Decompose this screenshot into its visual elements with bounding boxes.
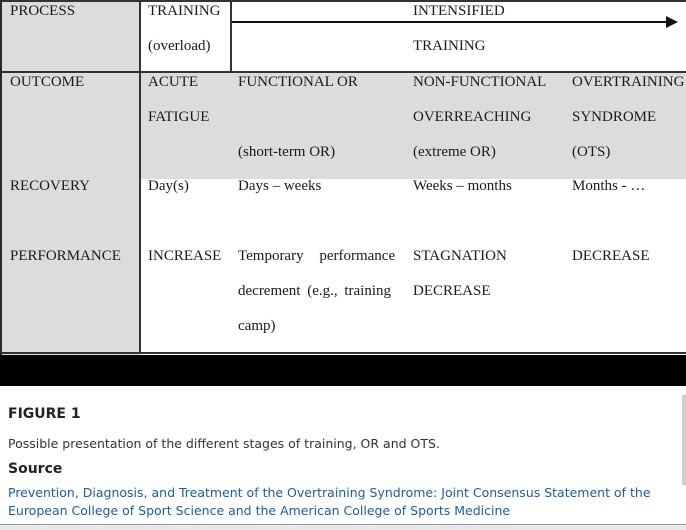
source-label: Source xyxy=(8,461,63,477)
functional-or-line2: (short-term OR) xyxy=(238,144,336,160)
training-cell-right-line xyxy=(230,0,232,72)
nonfunctional-line2: OVERREACHING xyxy=(413,109,532,125)
ots-line1: OVERTRAINING xyxy=(572,74,685,90)
outcome-label: OUTCOME xyxy=(10,74,85,90)
recovery-label: RECOVERY xyxy=(10,178,91,194)
image-bottom-band xyxy=(0,355,686,386)
ots-line2: SYNDROME xyxy=(572,109,657,125)
performance-nonfunctional-line1: STAGNATION xyxy=(413,248,507,264)
performance-functional-line2: decrement (e.g., training xyxy=(238,283,392,299)
column-divider-line xyxy=(139,0,141,354)
nonfunctional-line3: (extreme OR) xyxy=(413,144,496,160)
recovery-nonfunctional: Weeks – months xyxy=(413,178,512,194)
nonfunctional-line1: NON-FUNCTIONAL xyxy=(413,74,547,90)
performance-nonfunctional-line2: DECREASE xyxy=(413,283,491,299)
performance-functional-line3: camp) xyxy=(238,318,276,334)
recovery-ots: Months - … xyxy=(572,178,646,194)
table-top-line xyxy=(2,0,686,2)
left-column-shade xyxy=(2,72,140,355)
figure-label: FIGURE 1 xyxy=(8,406,81,422)
acute-fatigue-line2: FATIGUE xyxy=(148,109,210,125)
performance-ots: DECREASE xyxy=(572,248,650,264)
functional-or-line1: FUNCTIONAL OR xyxy=(238,74,358,90)
ots-line3: (OTS) xyxy=(572,144,611,160)
bottom-divider xyxy=(0,524,686,530)
performance-label: PERFORMANCE xyxy=(10,248,121,264)
intensified-subheader: TRAINING xyxy=(413,38,486,54)
recovery-acute: Day(s) xyxy=(148,178,189,194)
performance-functional-line1: Temporary performance xyxy=(238,248,396,264)
performance-acute: INCREASE xyxy=(148,248,222,264)
figure-caption xyxy=(0,386,686,530)
intensified-header: INTENSIFIED xyxy=(413,3,505,19)
recovery-functional: Days – weeks xyxy=(238,178,322,194)
process-header: PROCESS xyxy=(10,3,76,19)
training-header: TRAINING xyxy=(148,3,221,19)
figure-description: Possible presentation of the different stages of training, OR and OTS. xyxy=(8,436,440,451)
acute-fatigue-line1: ACUTE xyxy=(148,74,198,90)
training-subheader: (overload) xyxy=(148,38,211,54)
scrollbar[interactable] xyxy=(682,395,686,485)
source-link[interactable]: Prevention, Diagnosis, and Treatment of the Overtraining Syndrome: Joint Consensus Statement of the European College of Sport Science and the American College of Sports Medicine xyxy=(8,485,651,518)
table-bottom-line xyxy=(2,352,686,354)
